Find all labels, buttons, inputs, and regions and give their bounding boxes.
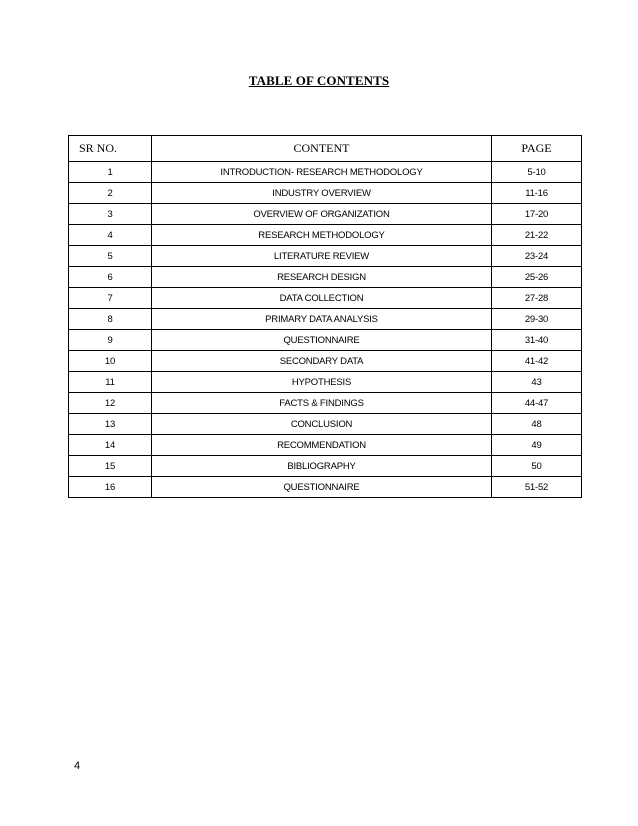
- table-row: [69, 393, 582, 414]
- cell-page: 44-47: [492, 393, 582, 414]
- cell-content: HYPOTHESIS: [152, 372, 492, 393]
- cell-content: SECONDARY DATA: [152, 351, 492, 372]
- page-title: TABLE OF CONTENTS: [248, 73, 390, 88]
- cell-content: CONCLUSION: [152, 414, 492, 435]
- cell-sr-no: 11: [69, 372, 152, 393]
- cell-page: 21-22: [492, 225, 582, 246]
- cell-page: 41-42: [492, 351, 582, 372]
- cell-sr-no: 13: [69, 414, 152, 435]
- table-header-row: [69, 136, 582, 162]
- cell-sr-no: 14: [69, 435, 152, 456]
- cell-page: 50: [492, 456, 582, 477]
- table-row: [69, 435, 582, 456]
- cell-page: 51-52: [492, 477, 582, 498]
- table-row: [69, 183, 582, 204]
- table-row: [69, 246, 582, 267]
- cell-sr-no: 4: [69, 225, 152, 246]
- cell-content: PRIMARY DATA ANALYSIS: [152, 309, 492, 330]
- table-row: [69, 309, 582, 330]
- table-row: [69, 477, 582, 498]
- cell-sr-no: 8: [69, 309, 152, 330]
- cell-page: 29-30: [492, 309, 582, 330]
- cell-content: RESEARCH DESIGN: [152, 267, 492, 288]
- cell-page: 23-24: [492, 246, 582, 267]
- cell-page: 11-16: [492, 183, 582, 204]
- cell-page: 48: [492, 414, 582, 435]
- header-page: PAGE: [492, 136, 582, 162]
- cell-content: DATA COLLECTION: [152, 288, 492, 309]
- toc-body: [69, 162, 582, 498]
- cell-sr-no: 15: [69, 456, 152, 477]
- cell-page: 17-20: [492, 204, 582, 225]
- table-row: [69, 330, 582, 351]
- cell-content: INDUSTRY OVERVIEW: [152, 183, 492, 204]
- cell-content: QUESTIONNAIRE: [152, 330, 492, 351]
- cell-content: FACTS & FINDINGS: [152, 393, 492, 414]
- cell-content: OVERVIEW OF ORGANIZATION: [152, 204, 492, 225]
- table-row: [69, 267, 582, 288]
- cell-sr-no: 5: [69, 246, 152, 267]
- cell-page: 43: [492, 372, 582, 393]
- cell-content: QUESTIONNAIRE: [152, 477, 492, 498]
- cell-page: 49: [492, 435, 582, 456]
- cell-sr-no: 2: [69, 183, 152, 204]
- toc-table: [68, 135, 582, 498]
- cell-content: RECOMMENDATION: [152, 435, 492, 456]
- table-row: [69, 456, 582, 477]
- table-row: [69, 225, 582, 246]
- table-row: [69, 414, 582, 435]
- cell-content: INTRODUCTION- RESEARCH METHODOLOGY: [152, 162, 492, 183]
- table-row: [69, 351, 582, 372]
- cell-sr-no: 1: [69, 162, 152, 183]
- cell-page: 27-28: [492, 288, 582, 309]
- cell-sr-no: 6: [69, 267, 152, 288]
- cell-content: LITERATURE REVIEW: [152, 246, 492, 267]
- table-row: [69, 204, 582, 225]
- header-content: CONTENT: [152, 136, 492, 162]
- table-row: [69, 372, 582, 393]
- cell-sr-no: 7: [69, 288, 152, 309]
- cell-page: 5-10: [492, 162, 582, 183]
- table-row: [69, 288, 582, 309]
- cell-page: 25-26: [492, 267, 582, 288]
- cell-content: RESEARCH METHODOLOGY: [152, 225, 492, 246]
- cell-sr-no: 3: [69, 204, 152, 225]
- cell-sr-no: 9: [69, 330, 152, 351]
- cell-sr-no: 16: [69, 477, 152, 498]
- page-number: 4: [74, 760, 81, 772]
- header-sr-no: SR NO.: [69, 136, 152, 162]
- cell-sr-no: 12: [69, 393, 152, 414]
- cell-page: 31-40: [492, 330, 582, 351]
- table-row: [69, 162, 582, 183]
- cell-sr-no: 10: [69, 351, 152, 372]
- cell-content: BIBLIOGRAPHY: [152, 456, 492, 477]
